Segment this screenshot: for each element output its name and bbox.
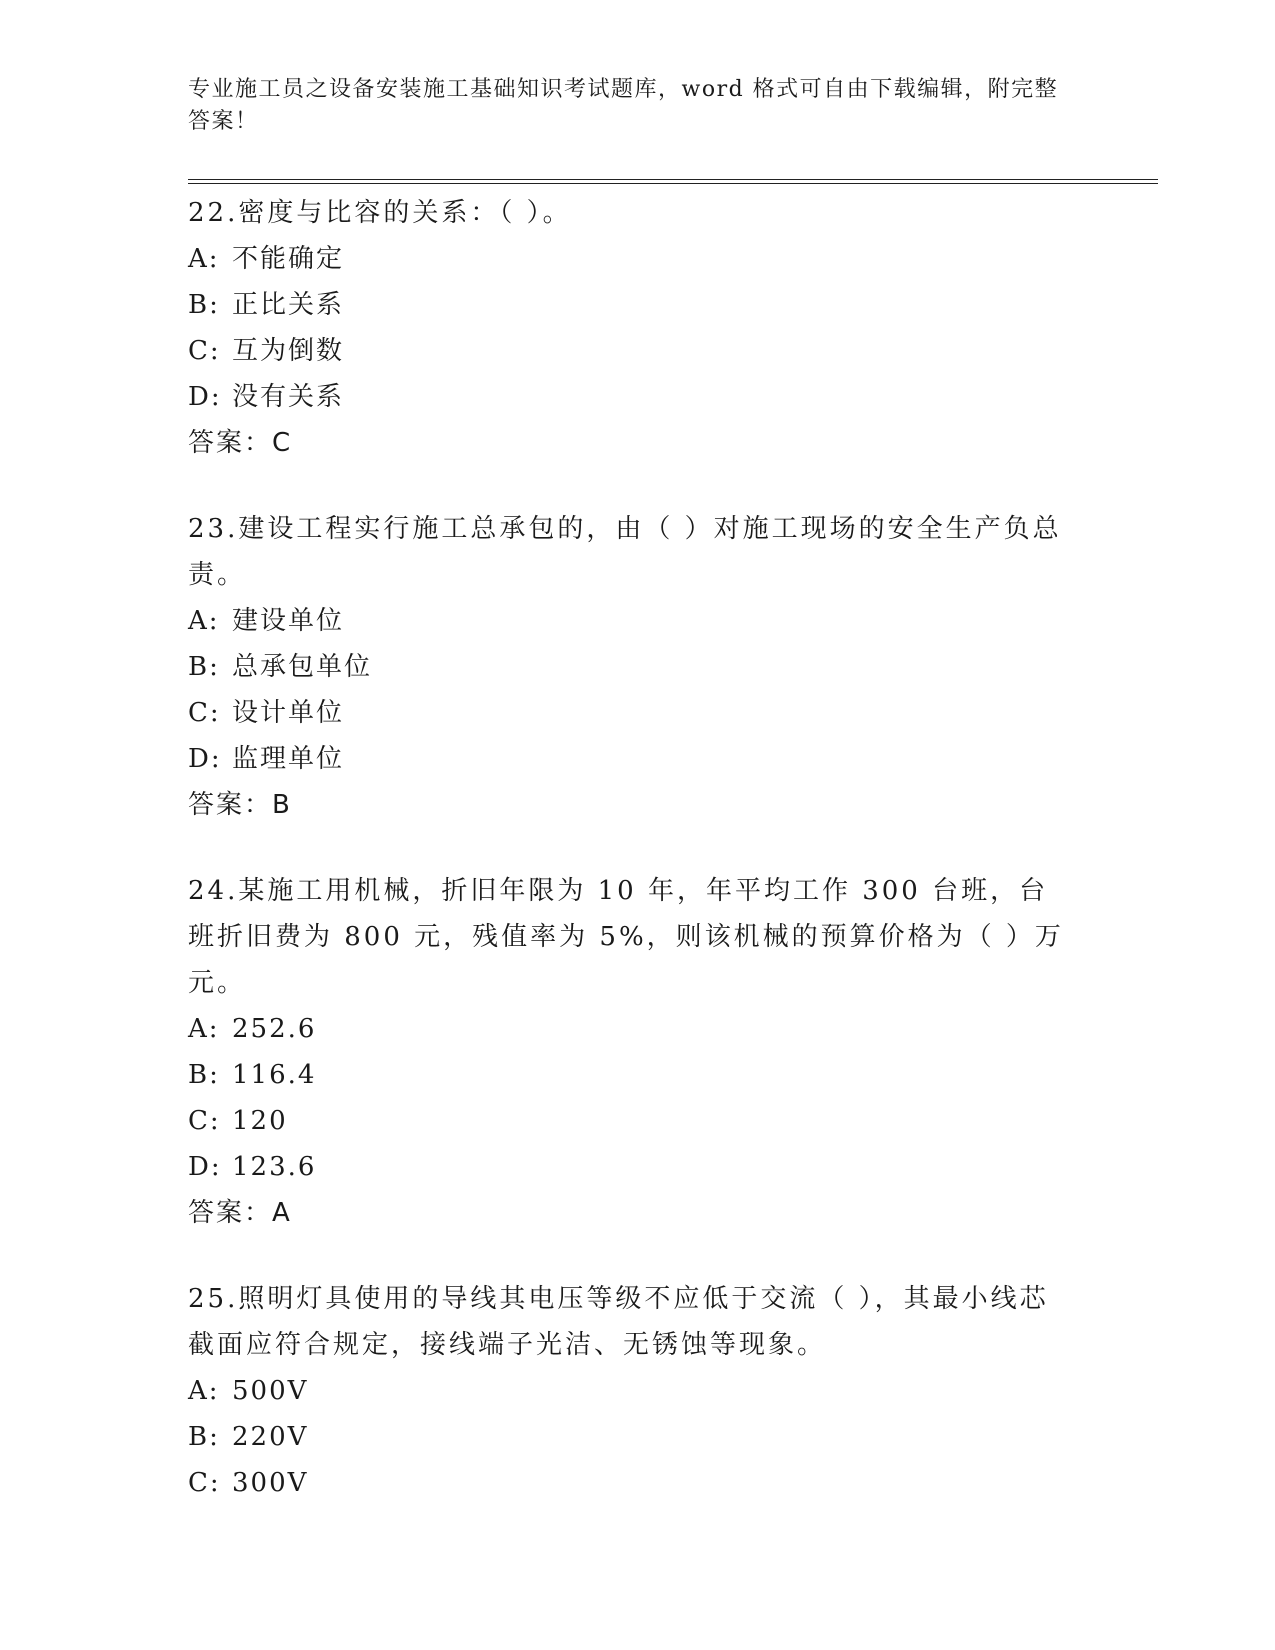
- option-letter: B:: [188, 1422, 220, 1452]
- question-25: [188, 1276, 1068, 1506]
- option-text: 设计单位: [232, 698, 345, 728]
- option-text: 互为倒数: [232, 336, 345, 366]
- option-letter: A:: [188, 1014, 220, 1044]
- option-text: 120: [232, 1106, 288, 1136]
- question-list: [188, 190, 1068, 1546]
- question-23: [188, 506, 1068, 828]
- answer-line: 答案：C: [188, 428, 293, 458]
- answer-line: 答案：A: [188, 1198, 292, 1228]
- option-letter: A:: [188, 1376, 220, 1406]
- option-d: [188, 1144, 1068, 1190]
- question-24: [188, 868, 1068, 1236]
- option-b: [188, 282, 1068, 328]
- question-stem: 24.某施工用机械，折旧年限为 10 年，年平均工作 300 台班，台班折旧费为 800 元，残值率为 5%，则该机械的预算价格为（ ）万元。: [188, 876, 1064, 998]
- option-a: [188, 1368, 1068, 1414]
- question-stem: 23.建设工程实行施工总承包的，由（ ）对施工现场的安全生产负总责。: [188, 514, 1062, 590]
- option-d: [188, 736, 1068, 782]
- option-a: [188, 1006, 1068, 1052]
- option-text: 总承包单位: [232, 652, 373, 682]
- option-b: [188, 644, 1068, 690]
- option-a: [188, 236, 1068, 282]
- option-c: [188, 1098, 1068, 1144]
- option-text: 123.6: [232, 1152, 317, 1182]
- answer-line: 答案：B: [188, 790, 292, 820]
- option-letter: C:: [188, 1468, 221, 1498]
- option-text: 监理单位: [232, 744, 345, 774]
- option-text: 没有关系: [232, 382, 345, 412]
- option-b: [188, 1052, 1068, 1098]
- option-text: 500V: [232, 1376, 309, 1406]
- question-stem: 22.密度与比容的关系：（ ）。: [188, 198, 572, 228]
- header-divider: [188, 179, 1158, 184]
- document-header: 专业施工员之设备安装施工基础知识考试题库，word 格式可自由下载编辑，附完整答案！: [188, 77, 1059, 134]
- question-22: [188, 190, 1068, 466]
- option-text: 建设单位: [232, 606, 345, 636]
- option-c: [188, 1460, 1068, 1506]
- option-letter: A:: [188, 606, 220, 636]
- option-text: 116.4: [232, 1060, 317, 1090]
- option-a: [188, 598, 1068, 644]
- option-letter: A:: [188, 244, 220, 274]
- option-letter: C:: [188, 1106, 221, 1136]
- option-letter: C:: [188, 336, 221, 366]
- option-c: [188, 690, 1068, 736]
- option-letter: D:: [188, 382, 222, 412]
- option-letter: B:: [188, 1060, 220, 1090]
- option-c: [188, 328, 1068, 374]
- option-letter: B:: [188, 290, 220, 320]
- option-d: [188, 374, 1068, 420]
- option-letter: B:: [188, 652, 220, 682]
- option-text: 252.6: [232, 1014, 317, 1044]
- option-text: 300V: [232, 1468, 309, 1498]
- option-text: 正比关系: [232, 290, 345, 320]
- question-stem: 25.照明灯具使用的导线其电压等级不应低于交流（ ），其最小线芯截面应符合规定，接线端子光洁、无锈蚀等现象。: [188, 1284, 1049, 1360]
- option-letter: D:: [188, 744, 222, 774]
- option-text: 220V: [232, 1422, 309, 1452]
- option-letter: D:: [188, 1152, 222, 1182]
- option-b: [188, 1414, 1068, 1460]
- option-letter: C:: [188, 698, 221, 728]
- option-text: 不能确定: [232, 244, 345, 274]
